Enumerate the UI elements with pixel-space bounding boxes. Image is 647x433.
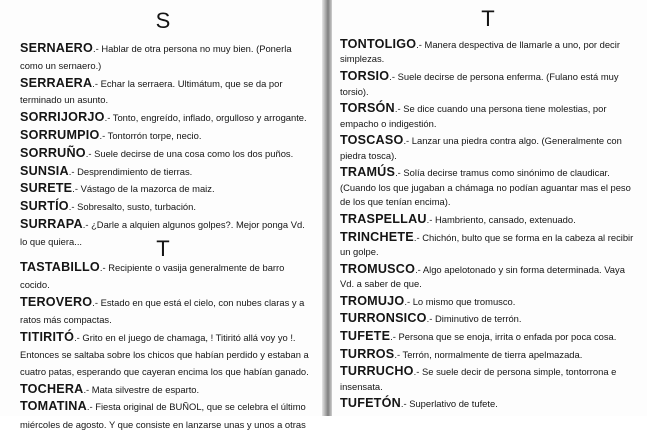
headword: SURTÍO (20, 199, 69, 214)
headword: SUNSIA (20, 163, 69, 178)
dictionary-entry (340, 262, 638, 292)
dictionary-entry (340, 364, 638, 394)
definition: .- Hambriento, cansado, extenuado. (426, 213, 576, 225)
headword: TROMUSCO (340, 261, 416, 276)
definition: .- Diminutivo de terrón. (426, 313, 522, 325)
definition: .- Echar la serraera. Ultimátum, que se da por terminado un asunto. (20, 77, 283, 106)
dictionary-entry (20, 145, 312, 163)
headword: TONTOLIGO (340, 37, 417, 51)
headword: TRINCHETE (340, 229, 414, 244)
dictionary-entry (20, 381, 316, 398)
dictionary-entry (20, 329, 316, 381)
headword: TRAMÚS (340, 165, 396, 180)
dictionary-entry (340, 101, 638, 131)
definition: .- Tonto, engreído, inflado, orgulloso y arrogante. (104, 112, 307, 124)
definition: .- Persona que se enoja, irrita o enfada por poca cosa. (390, 331, 617, 343)
definition: .- Se dice cuando una persona tiene molestias, por empacho o indigestión. (340, 103, 607, 129)
headword: SERRAERA (20, 75, 93, 90)
definition: .- Desprendimiento de tierras. (68, 165, 193, 177)
dictionary-entry (340, 294, 638, 309)
left-page (0, 0, 322, 430)
headword: TURRONSICO (340, 311, 427, 326)
section-letter-t: T (156, 236, 170, 261)
right-page (332, 0, 647, 416)
definition: .- Terrón, normalmente de tierra apelmazada. (394, 348, 583, 360)
definition: .- Vástago de la mazorca de maiz. (72, 183, 215, 195)
section-letter-t: T (481, 6, 495, 31)
dictionary-entry (340, 133, 638, 163)
headword: TOMATINA (20, 399, 87, 414)
definition: .- Hablar de otra persona no muy bien. (Ponerla como un sernaero.) (20, 43, 292, 71)
headword: TROMUJO (340, 293, 405, 308)
s-entries (20, 40, 312, 251)
headword: SORRUÑO (20, 145, 86, 160)
headword: SORRUMPIO (20, 127, 100, 142)
dictionary-entry (20, 109, 312, 127)
definition: .- Recipiente o vasija generalmente de barro cocido. (20, 262, 285, 291)
dictionary-entry (20, 180, 312, 198)
headword: SURRAPA (20, 216, 83, 231)
definition: .- Tontorrón torpe, necio. (99, 129, 202, 141)
dictionary-entry (340, 37, 638, 67)
definition: .- Fiesta original de BUÑOL, que se celebra el último miércoles de agosto. Y que consiste en lanzarse unas y unos a otras (20, 401, 306, 430)
t-entries-left (20, 259, 316, 433)
dictionary-entry (20, 75, 312, 110)
dictionary-entry (20, 163, 312, 181)
dictionary-entry (20, 294, 316, 329)
headword: TASTABILLO (20, 260, 100, 274)
dictionary-entry (20, 259, 316, 294)
dictionary-entry (340, 212, 638, 227)
definition: .- Suele decirse de persona enferma. (Fulano está muy torsio). (340, 71, 619, 97)
definition: .- Mata silvestre de esparto. (83, 383, 200, 395)
definition: .- Grito en el juego de chamaga, ! Titiritó allá voy yo !. Entonces se saltaba sobre los chicos que habían perdido y estaban a cuatro patas, esperando que cayeran encima los que habían ganado. (20, 331, 309, 378)
section-letter-s: S (155, 8, 171, 33)
headword: TITIRITÓ (20, 329, 75, 344)
headword: SURETE (20, 181, 73, 196)
definition: .- Algo apelotonado y sin forma determinada. Vaya Vd. a saber de que. (340, 263, 625, 290)
definition: .- Chichón, bulto que se forma en la cabeza al recibir un golpe. (340, 231, 634, 258)
definition: .- Solía decirse tramus como sinónimo de claudicar. (Cuando los que jugaban a chámaga no podían aguantar mas el peso de los que tenían encima). (340, 167, 631, 208)
dictionary-entry (340, 329, 638, 344)
headword: TUFETÓN (340, 396, 401, 411)
book-gutter (322, 0, 332, 416)
headword: TOCHERA (20, 381, 84, 396)
definition: .- Se suele decir de persona simple, tontorrona e insensata. (340, 366, 617, 392)
t-entries-right (340, 37, 638, 414)
dictionary-entry (340, 396, 638, 411)
dictionary-entry (20, 198, 312, 216)
headword: TURROS (340, 346, 395, 361)
headword: TEROVERO (20, 294, 93, 309)
dictionary-entry (340, 230, 638, 260)
headword: SERNAERO (20, 41, 93, 55)
definition: .- ¿Darle a alquien algunos golpes?. Mejor ponga Vd. lo que quiera... (20, 218, 305, 247)
headword: TOSCASO (340, 133, 404, 148)
definition: .- Estado en que está el cielo, con nubes claras y a ratos más compactas. (20, 296, 305, 326)
dictionary-entry (340, 69, 638, 99)
definition: .- Suele decirse de una cosa como los dos puños. (85, 147, 294, 159)
definition: .- Manera despectiva de llamarle a uno, por decir simplezas. (340, 39, 620, 65)
definition: .- Sobresalto, susto, turbación. (68, 201, 196, 213)
dictionary-entry (340, 165, 638, 209)
headword: TUFETE (340, 329, 391, 344)
dictionary-entry (340, 347, 638, 362)
definition: .- Lo mismo que tromusco. (404, 295, 516, 307)
dictionary-entry (340, 311, 638, 326)
headword: TURRUCHO (340, 364, 414, 379)
headword: SORRIJORJO (20, 110, 105, 125)
headword: TORSÓN (340, 101, 395, 116)
dictionary-entry (20, 40, 312, 75)
dictionary-entry (20, 127, 312, 145)
headword: TORSIO (340, 69, 390, 84)
definition: .- Superlativo de tufete. (400, 398, 498, 410)
definition: .- Lanzar una piedra contra algo. (Generalmente con piedra tosca). (340, 135, 622, 161)
headword: TRASPELLAU (340, 211, 427, 226)
